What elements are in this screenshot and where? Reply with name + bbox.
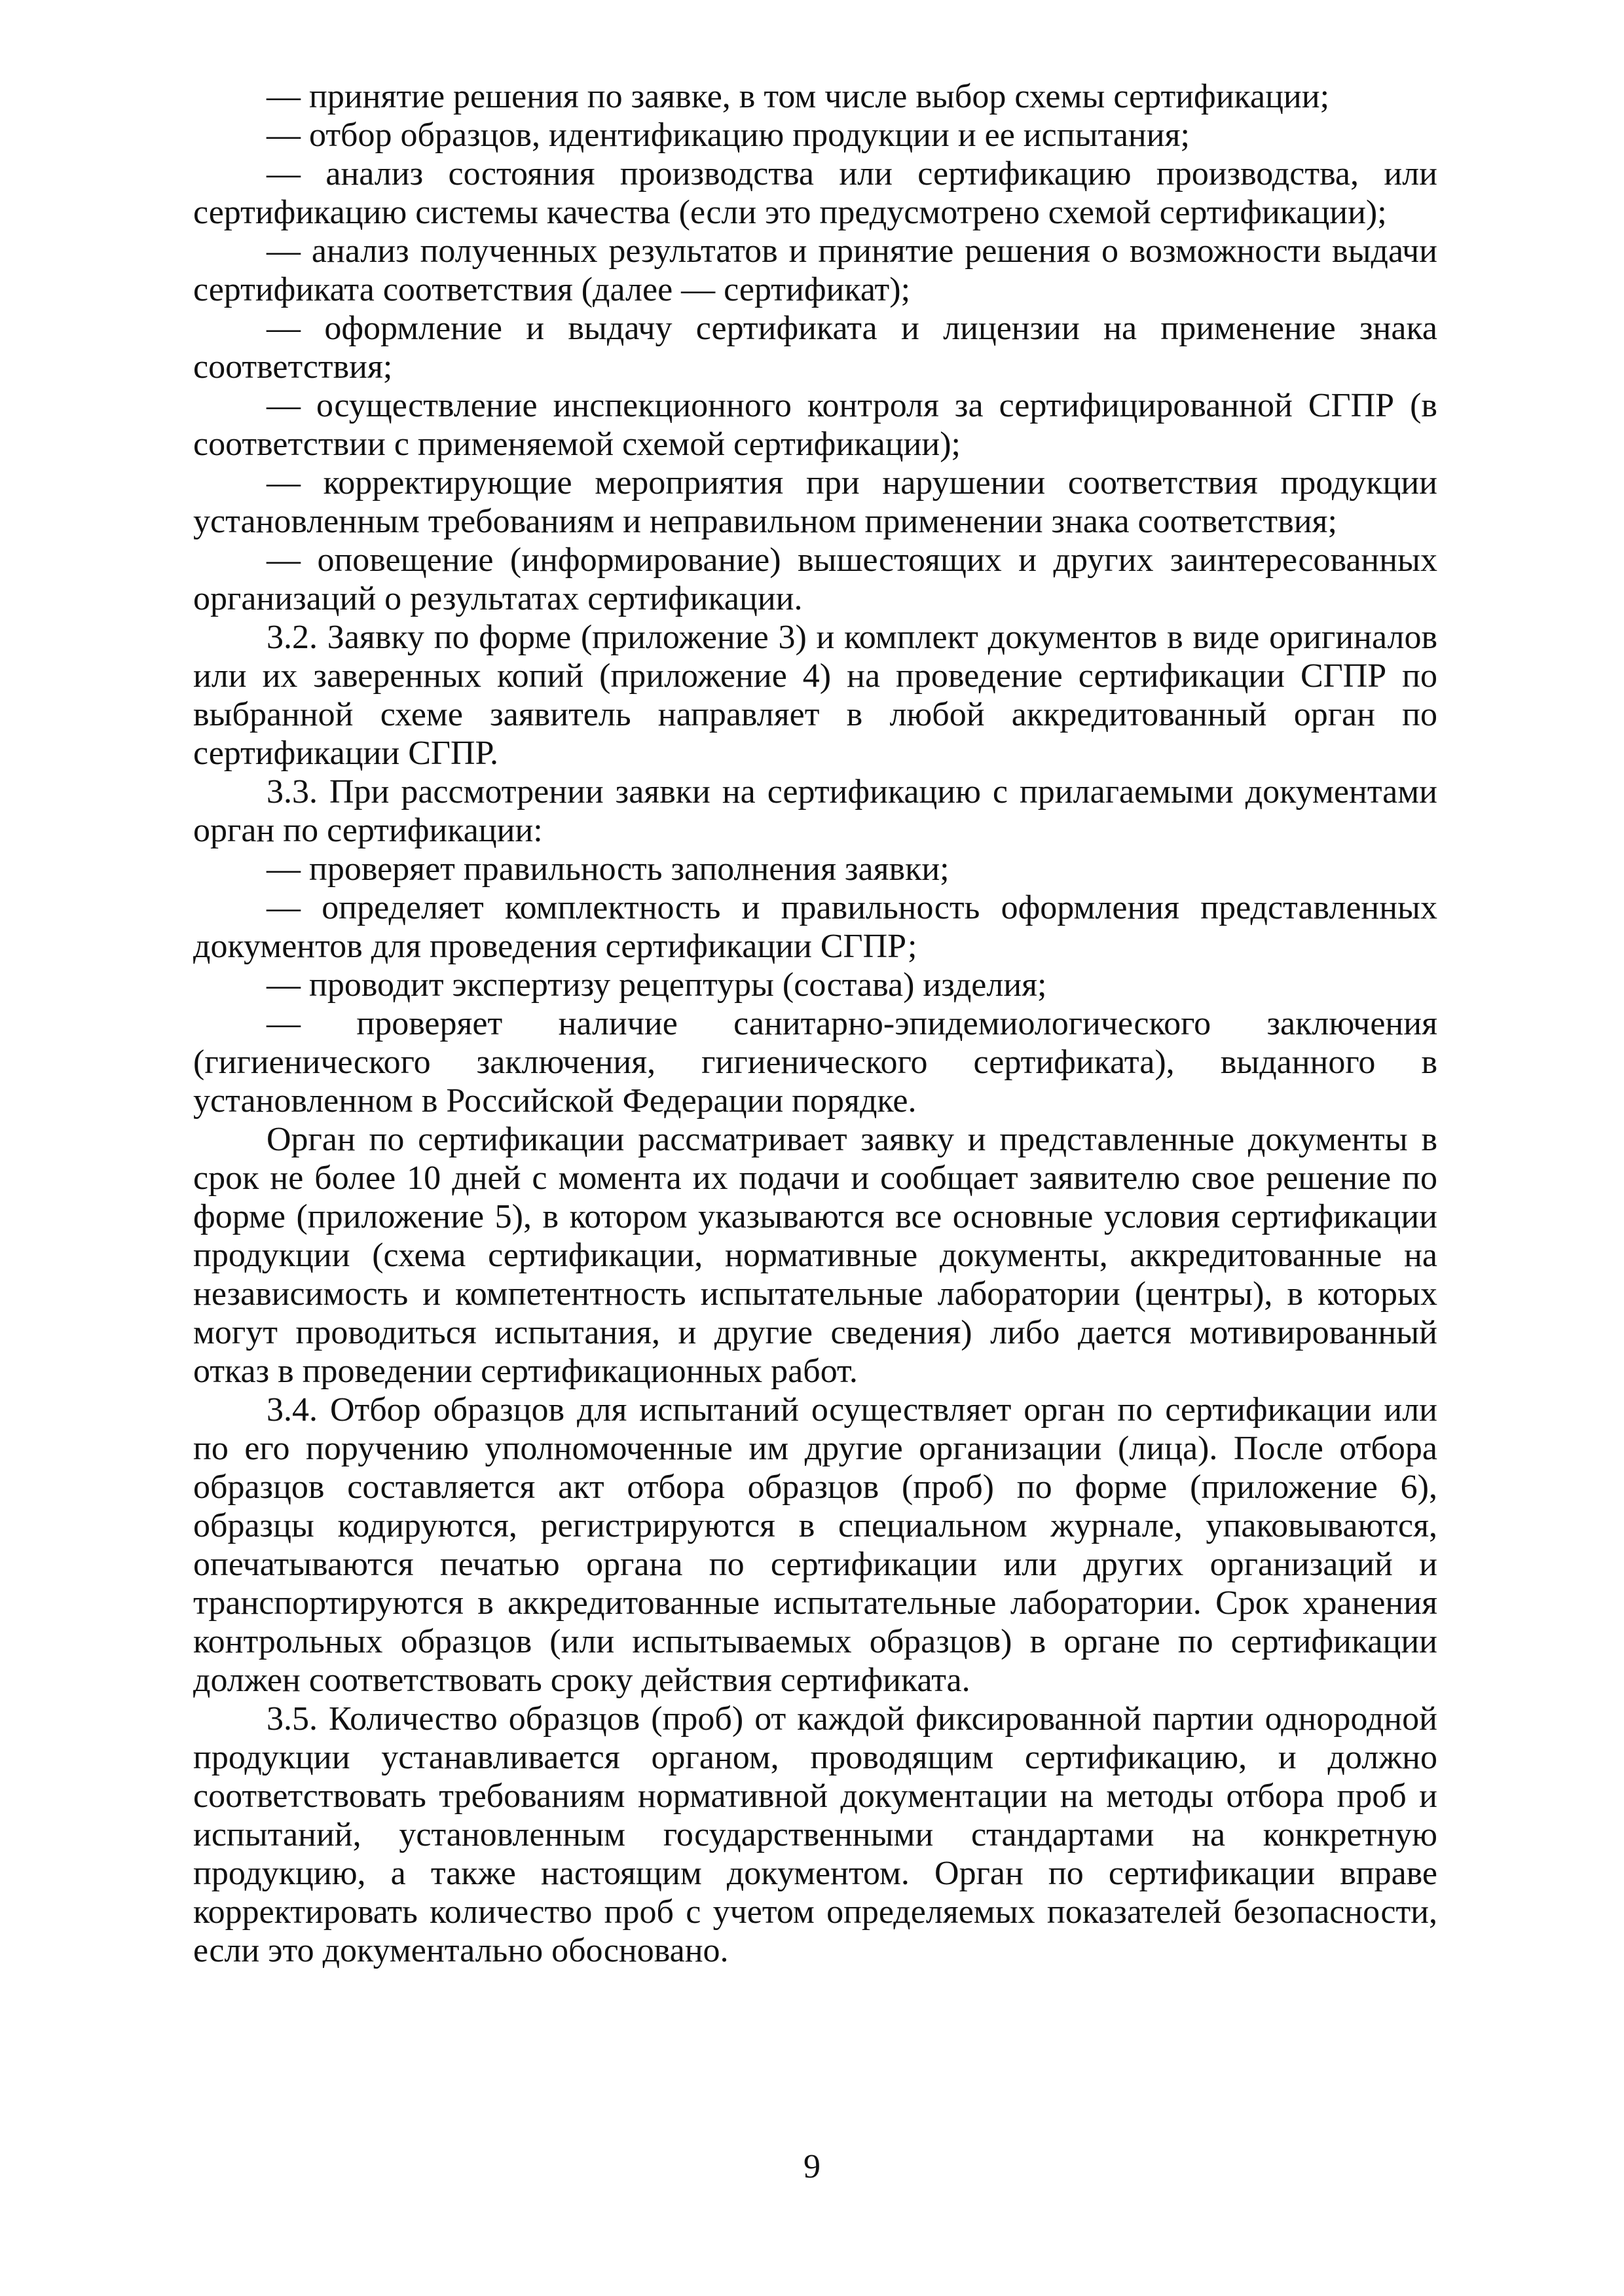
page-number: 9 [803, 2148, 821, 2185]
list-item-inspection-control: — осуществление инспекционного контроля за сертифицированной СГПР (в соответствии с применяемой схемой сертификации); [193, 387, 1437, 463]
list-item-sanitary-conclusion: — проверяет наличие санитарно-эпидемиологического заключения (гигиенического заключения, гигиенического сертификата), выданного в установленном в Российской Федерации порядке. [193, 1005, 1437, 1120]
list-item-notification: — оповещение (информирование) вышестоящих и других заинтересованных организаций о результатах сертификации. [193, 541, 1437, 617]
list-item-sampling: — отбор образцов, идентификацию продукции и ее испытания; [267, 117, 1190, 154]
list-item-results-analysis: — анализ полученных результатов и принятие решения о возможности выдачи сертификата соответствия (далее — сертификат); [193, 232, 1437, 308]
section-3-3-paragraph: 3.3. При рассмотрении заявки на сертификацию с прилагаемыми документами орган по сертификации: [193, 773, 1437, 849]
list-item-corrective-actions: — корректирующие мероприятия при нарушении соответствия продукции установленным требованиям и неправильном применении знака соответствия; [193, 464, 1437, 540]
list-item-check-documents: — определяет комплектность и правильность оформления представленных документов для проведения сертификации СГПР; [193, 889, 1437, 965]
list-item-certificate-issue: — оформление и выдачу сертификата и лицензии на применение знака соответствия; [193, 310, 1437, 386]
list-item-recipe-expertise: — проводит экспертизу рецептуры (состава) изделия; [267, 966, 1047, 1004]
section-3-5-paragraph: 3.5. Количество образцов (проб) от каждой фиксированной партии однородной продукции устанавливается органом, проводящим сертификацию, и должно соответствовать требованиям нормативной документации на методы отбора проб и испытаний, установленным государственными стандартами на конкретную продукцию, а также настоящим документом. Орган по сертификации вправе корректировать количество проб с учетом определяемых показателей безопасности, если это документально обосновано. [193, 1700, 1437, 1969]
section-3-4-paragraph: 3.4. Отбор образцов для испытаний осуществляет орган по сертификации или по его поручению уполномоченные им другие организации (лица). После отбора образцов составляется акт отбора образцов (проб) по форме (приложение 6), образцы кодируются, регистрируются в специальном журнале, упаковываются, опечатываются печатью органа по сертификации или других организаций и транспортируются в аккредитованные испытательные лаборатории. Срок хранения контрольных образцов (или испытываемых образцов) в органе по сертификации должен соответствовать сроку действия сертификата. [193, 1391, 1437, 1699]
list-item-production-analysis: — анализ состояния производства или сертификацию производства, или сертификацию системы качества (если это предусмотрено схемой сертификации); [193, 155, 1437, 231]
list-item-check-application: — проверяет правильность заполнения заявки; [267, 850, 950, 888]
section-3-2-paragraph: 3.2. Заявку по форме (приложение 3) и комплект документов в виде оригиналов или их заверенных копий (приложение 4) на проведение сертификации СГПР по выбранной схеме заявитель направляет в любой аккредитованный орган по сертификации СГПР. [193, 619, 1437, 772]
list-item-decision: — принятие решения по заявке, в том числе выбор схемы сертификации; [267, 78, 1330, 115]
document-body [193, 77, 1437, 1970]
review-term-paragraph: Орган по сертификации рассматривает заявку и представленные документы в срок не более 10 дней с момента их подачи и сообщает заявителю свое решение по форме (приложение 5), в котором указываются все основные условия сертификации продукции (схема сертификации, нормативные документы, аккредитованные на независимость и компетентность испытательные лаборатории (центры), в которых могут проводиться испытания, и другие сведения) либо дается мотивированный отказ в проведении сертификационных работ. [193, 1121, 1437, 1390]
